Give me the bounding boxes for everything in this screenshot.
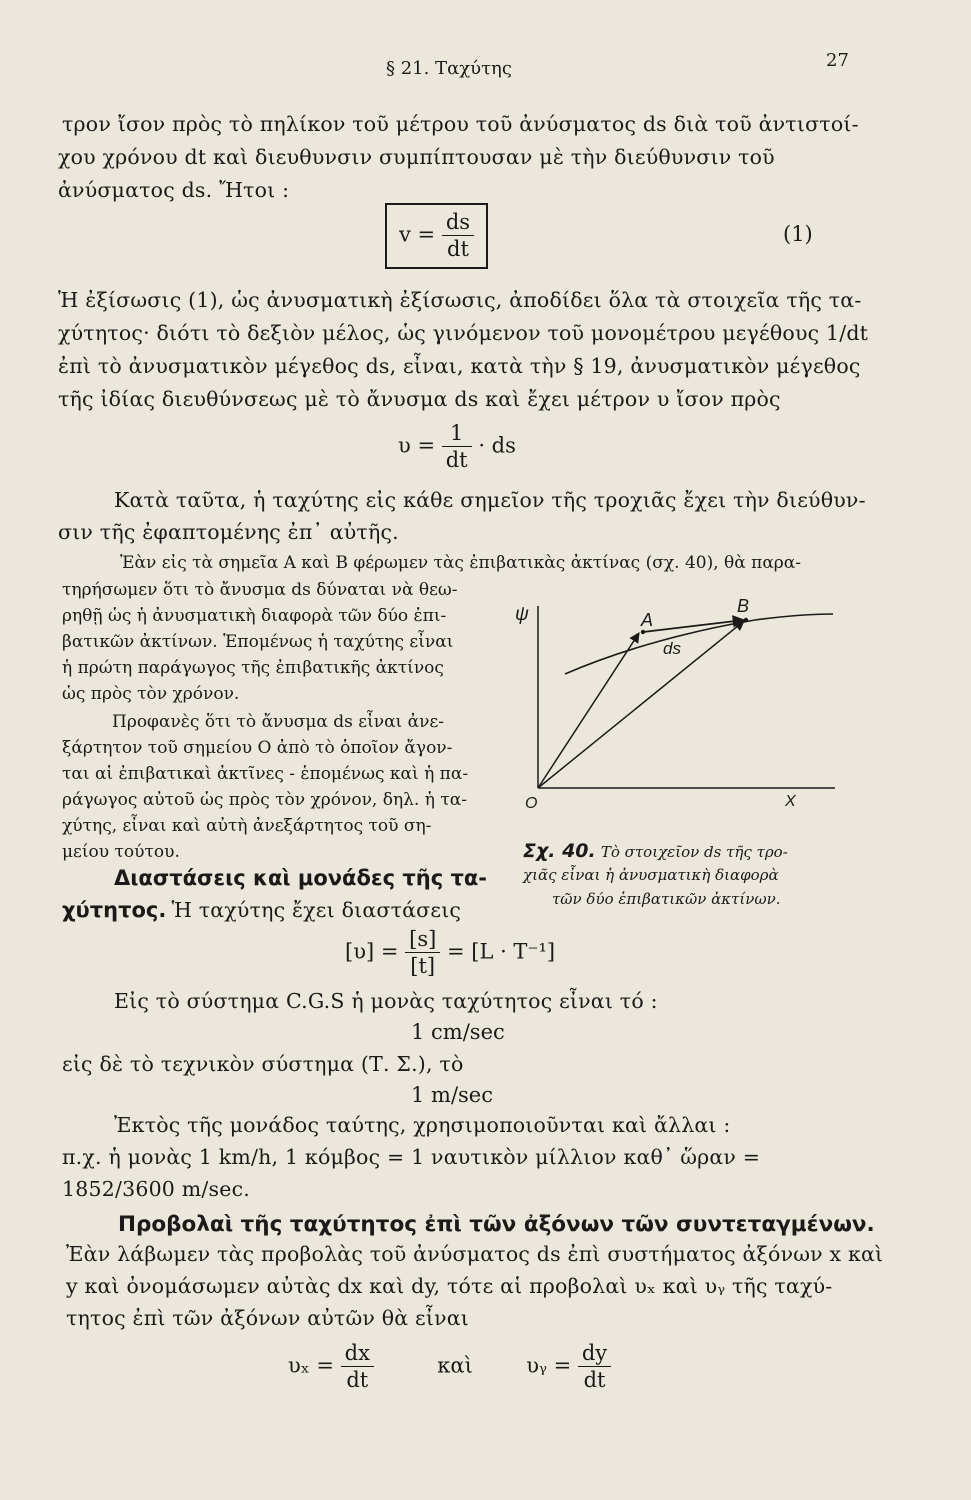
equation-1-lhs: v = xyxy=(399,222,436,247)
vy-fraction xyxy=(578,1340,611,1394)
figure-caption-line-3: τῶν δύο ἐπιβατικῶν ἀκτίνων. xyxy=(552,890,781,908)
dimensions-heading-line-2 xyxy=(62,898,461,922)
intro-line-2: χου χρόνου dt καὶ διευθυνσιν συμπίπτουσαν μὲ τὴν διεύθυνσιν τοῦ xyxy=(58,145,775,169)
para3-line-2: ρηθῇ ὡς ἡ ἀνυσματικὴ διαφορὰ τῶν δύο ἐπι- xyxy=(62,606,447,626)
para4-line-2: ξάρτητον τοῦ σημείου O ἀπὸ τὸ ὁποῖον ἄγον- xyxy=(62,738,453,758)
figure-40-diagram xyxy=(515,592,845,822)
para2-line-2: σιν τῆς ἐφαπτομένης ἐπ᾽ αὐτῆς. xyxy=(58,520,399,544)
dimensions-eq-numerator: [s] xyxy=(405,926,440,953)
dimensions-heading-1: Διαστάσεις καὶ μονάδες τῆς τα- xyxy=(114,866,488,890)
para1-line-2: χύτητος· διότι τὸ δεξιὸν μέλος, ὡς γινόμενον τοῦ μονομέτρου μεγέθους 1/dt xyxy=(58,321,869,345)
equation-1-denominator: dt xyxy=(447,237,469,262)
vy-denominator: dt xyxy=(583,1368,606,1393)
para4-line-6: μείου τούτου. xyxy=(62,842,180,862)
label-origin: O xyxy=(525,795,538,812)
intro-line-3: ἀνύσματος ds. Ἤτοι : xyxy=(58,178,290,202)
technical-system-unit: 1 m/sec xyxy=(411,1083,493,1107)
equation-2-rhs: · ds xyxy=(478,433,516,458)
para1-line-3: ἐπὶ τὸ ἀνυσματικὸν μέγεθος ds, εἶναι, κατὰ τὴν § 19, ἀνυσματικὸν μέγεθος xyxy=(58,354,861,378)
equation-1-label: (1) xyxy=(783,222,813,246)
figure-caption-line-1: Τὸ στοιχεῖον ds τῆς τρο- xyxy=(600,843,788,861)
figure-caption xyxy=(523,840,788,862)
dimensions-equation xyxy=(345,926,555,980)
label-b: B xyxy=(737,596,750,616)
vx-lhs: υₓ = xyxy=(288,1353,334,1378)
para4-line-1: Προφανὲς ὅτι τὸ ἄνυσμα ds εἶναι ἀνε- xyxy=(112,712,444,732)
equation-2-lhs: υ = xyxy=(398,433,436,458)
para3-line-1: τηρήσωμεν ὅτι τὸ ἄνυσμα ds δύναται νὰ θεω- xyxy=(62,580,458,600)
page-number: 27 xyxy=(826,50,849,71)
para3-line-4: ἡ πρώτη παράγωγος τῆς ἐπιβατικῆς ἀκτίνος xyxy=(62,658,444,678)
para1-line-4: τῆς ἰδίας διευθύνσεως μὲ τὸ ἄνυσμα ds καὶ ἔχει μέτρον υ ἴσον πρὸς xyxy=(58,387,781,411)
dimensions-heading-2: χύτητος. xyxy=(62,898,167,922)
equation-1-numerator: ds xyxy=(442,209,474,236)
point-b xyxy=(744,618,748,622)
equation-2-denominator: dt xyxy=(445,448,468,473)
vy-lhs: υᵧ = xyxy=(526,1353,572,1378)
vx-numerator: dx xyxy=(341,1340,374,1367)
cgs-unit: 1 cm/sec xyxy=(411,1020,505,1044)
equation-1 xyxy=(385,203,488,269)
para3-first-line: Ἐὰν εἰς τὰ σημεῖα A καὶ B φέρωμεν τὰς ἐπιβατικὰς ἀκτίνας (σχ. 40), θὰ παρα- xyxy=(120,553,802,573)
dimensions-eq-rhs: = [L · T⁻¹] xyxy=(446,939,556,964)
projections-line-1: Ἐὰν λάβωμεν τὰς προβολὰς τοῦ ἀνύσματος ds ἐπὶ συστήματος ἀξόνων x καὶ xyxy=(66,1242,884,1266)
dimensions-eq-fraction xyxy=(405,926,440,980)
technical-system-line: εἰς δὲ τὸ τεχνικὸν σύστημα (Τ. Σ.), τὸ xyxy=(62,1052,464,1076)
para4-line-3: ται αἱ ἐπιβατικαὶ ἀκτῖνες - ἑπομένως καὶ ἡ πα- xyxy=(62,764,469,784)
vy-numerator: dy xyxy=(578,1340,611,1367)
point-a xyxy=(641,630,645,634)
other-units-line: Ἐκτὸς τῆς μονάδος ταύτης, χρησιμοποιοῦνται καὶ ἄλλαι : xyxy=(114,1113,731,1137)
and-word: καὶ xyxy=(437,1353,473,1378)
vx-fraction xyxy=(341,1340,374,1394)
position-vector-a xyxy=(538,633,639,788)
projections-line-2: y καὶ ὀνομάσωμεν αὐτὰς dx καὶ dy, τότε αἱ προβολαὶ υₓ καὶ υᵧ τῆς ταχύ- xyxy=(66,1274,833,1298)
label-ds: ds xyxy=(663,639,681,658)
dimensions-text: Ἡ ταχύτης ἔχει διαστάσεις xyxy=(171,898,462,922)
projections-heading: Προβολαὶ τῆς ταχύτητος ἐπὶ τῶν ἀξόνων τῶν συντεταγμένων. xyxy=(118,1212,875,1237)
label-a: A xyxy=(641,610,654,630)
intro-line-1: τρον ἴσον πρὸς τὸ πηλίκον τοῦ μέτρου τοῦ ἀνύσματος ds διὰ τοῦ ἀντιστοί- xyxy=(62,112,859,136)
para4-line-4: ράγωγος αὐτοῦ ὡς πρὸς τὸν χρόνον, δηλ. ἡ τα- xyxy=(62,790,467,810)
equation-2-numerator: 1 xyxy=(442,420,472,447)
projection-equations xyxy=(288,1340,611,1394)
dimensions-eq-denominator: [t] xyxy=(410,954,436,979)
equation-2 xyxy=(398,420,516,474)
figure-caption-line-2: χιᾶς εἶναι ἡ ἀνυσματικὴ διαφορὰ xyxy=(523,866,779,884)
para3-line-3: βατικῶν ἀκτίνων. Ἑπομένως ἡ ταχύτης εἶναι xyxy=(62,632,454,652)
para2-line-1: Κατὰ ταῦτα, ἡ ταχύτης εἰς κάθε σημεῖον τῆς τροχιᾶς ἔχει τὴν διεύθυν- xyxy=(114,488,866,512)
trajectory-curve xyxy=(565,614,833,674)
dimensions-eq-lhs: [υ] = xyxy=(345,939,399,964)
figure-caption-number: Σχ. 40. xyxy=(523,840,596,862)
running-header: § 21. Ταχύτης xyxy=(386,58,512,79)
label-x-axis: X xyxy=(785,793,796,810)
label-psi: ψ xyxy=(515,604,529,625)
equation-2-fraction xyxy=(442,420,472,474)
vx-denominator: dt xyxy=(346,1368,369,1393)
para4-line-5: χύτης, εἶναι καὶ αὐτὴ ἀνεξάρτητος τοῦ ση- xyxy=(62,816,432,836)
para1-line-1: Ἡ ἐξίσωσις (1), ὡς ἀνυσματικὴ ἐξίσωσις, ἀποδίδει ὅλα τὰ στοιχεῖα τῆς τα- xyxy=(58,288,862,312)
ds-vector xyxy=(643,620,744,632)
projections-line-3: τητος ἐπὶ τῶν ἀξόνων αὐτῶν θὰ εἶναι xyxy=(66,1306,470,1330)
equation-1-fraction xyxy=(442,209,474,263)
cgs-line: Εἰς τὸ σύστημα C.G.S ἡ μονὰς ταχύτητος εἶναι τό : xyxy=(114,989,658,1013)
example-line-2: 1852/3600 m/sec. xyxy=(62,1177,250,1201)
para3-line-5: ὡς πρὸς τὸν χρόνον. xyxy=(62,684,240,704)
example-line: π.χ. ἡ μονὰς 1 km/h, 1 κόμβος = 1 ναυτικὸν μίλλιον καθ᾽ ὥραν = xyxy=(62,1145,761,1169)
